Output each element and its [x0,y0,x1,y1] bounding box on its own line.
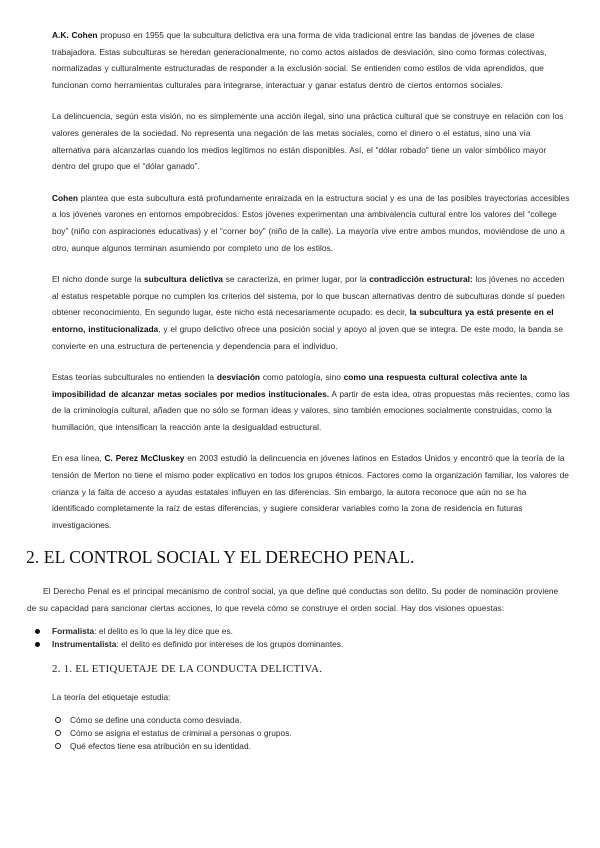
bullet-icon [35,642,40,647]
paragraph-text: En esa línea, [52,453,105,464]
paragraph-delinquency-vision [52,108,570,174]
bold-term: contradicción estructural: [369,274,473,285]
bold-term: desviación [216,372,261,383]
paragraph-text: El nicho donde surge la [52,274,145,285]
section-heading: 2. EL CONTROL SOCIAL Y EL DERECHO PENAL. [26,547,415,568]
labeling-list [70,714,570,753]
list-item [70,727,570,740]
bold-term: la subcultura ya está presente en el entorno, institucionalizada [52,307,554,334]
author-name: C. Perez McCluskey [104,453,185,464]
list-item-text: Cómo se asigna el estatus de criminal a personas o grupos. [70,728,292,739]
list-item-text: Qué efectos tiene esa atribución en su identidad. [70,741,251,752]
paragraph-subcultural-theories [52,369,570,435]
document-page [26,27,570,753]
section-intro: El Derecho Penal es el principal mecanismo de control social, ya que define qué conductas son delito. Su poder de nominación proviene de su capacidad para sancionar ciertas acciones, lo que revela cómo se construye el orden social. Hay dos visiones opuestas: [27,586,559,614]
paragraph-text: propuso en 1955 que la subcultura delictiva era una forma de vida tradicional entre las bandas de jóvenes de clase trabajadora. Estas subculturas se heredan generacionalmente, no como actos aislados de desviación, sino como formas colectivas, normalizadas y culturalmente estructuradas de responder a la exclusión social. Se entienden como estilos de vida aprendidos, que funcionan como herramientas culturales para integrarse, interactuar y ganar estatus dentro de ciertos entornos sociales. [52,30,547,90]
subsection-heading: 2. 1. EL ETIQUETAJE DE LA CONDUCTA DELICTIVA. [52,662,323,675]
subsection-intro: La teoría del etiquetaje estudia: [52,691,171,702]
list-item [70,714,570,727]
bold-term: subcultura delictiva [144,274,223,285]
list-item-text: : el delito es definido por intereses de los grupos dominantes. [116,638,344,649]
bullet-icon [35,629,40,634]
paragraph-text: Estas teorías subculturales no entienden la [52,372,217,383]
paragraph-niche [52,271,570,354]
list-item [70,740,570,753]
author-name: A.K. Cohen [52,30,98,40]
paragraph-cohen-structure [52,190,570,256]
bold-term: Instrumentalista [52,638,117,649]
paragraph-text: como patología, sino [260,372,344,383]
paragraph-text: en 2003 estudió la delincuencia en jóvenes latinos en Estados Unidos y encontró que la teoría de la tensión de Merton no tiene el mismo poder explicativo en todos los grupos étnicos. Factores como la organización familiar, los valores de crianza y la falta de acceso a ayudas estatales influyen en las diferencias. Sin embargo, la autora reconoce que aún no se ha identificado completamente la raíz de estas diferencias, y sugiere considerar variables como la zona de residencia en futuras investigaciones. [52,453,569,530]
paragraph-cohen-subculture [52,27,570,93]
bold-term: como una respuesta cultural colectiva ante la imposibilidad de alcanzar metas sociales por medios institucionales. [52,372,528,399]
paragraph-text: La delincuencia, según esta visión, no es simplemente una acción ilegal, sino una práctica cultural que se construye en relación con los valores generales de la sociedad. No representa una negación de las metas sociales, como el dinero o el estatus, sino una vía alternativa para alcanzarlas cuando los medios legítimos no están disponibles. Así, el “dólar robado” tiene un valor simbólico mayor dentro del grupo que el “dólar ganado”. [52,111,564,172]
paragraph-text: plantea que esta subcultura está profundamente enraizada en la estructura social y es una de las posibles trayectorias accesibles a los jóvenes varones en entornos empobrecidos. Estos jóvenes experimentan una ambivalencia cultural entre los valores del “college boy” (niño con aspiraciones educativas) y el “corner boy” (niño de la calle). La mayoría vive entre ambos mundos, moviéndose de uno a otro, aunque algunos terminan asumiendo por completo uno de los estilos. [52,192,570,253]
circle-bullet-icon [55,730,61,736]
author-name: Cohen [52,192,78,203]
paragraph-text: los jóvenes no acceden al estatus respetable porque no cumplen los criterios del sistema, por lo que buscan alternativas dentro de subculturas donde sí pueden obtener reconocimiento. En segundo lugar, este nicho está necesariamente ocupado: es decir, [52,274,565,318]
paragraph-text: A partir de esta idea, otras propuestas más recientes, como las de la criminología cultural, añaden que no sólo se forman ideas y valores, sino también emociones socialmente construidas, como la humillación, que intensifican la reacción ante la desigualdad estructural. [52,388,570,432]
bold-term: Formalista [52,625,95,636]
paragraph-text: , y el grupo delictivo ofrece una posición social y apoyo al joven que se integra. De este modo, la banda se convierte en una estructura de pertenencia y dependencia para el individuo. [52,323,563,351]
list-item-text: Cómo se define una conducta como desviada. [70,715,242,726]
list-item-text: : el delito es lo que la ley dice que es. [94,625,233,636]
list-item [52,638,570,651]
list-item [52,625,570,638]
circle-bullet-icon [55,743,61,749]
paragraph-mccluskey [52,450,570,533]
paragraph-text: se caracteriza, en primer lugar, por la [222,274,370,285]
visions-list [52,625,570,651]
circle-bullet-icon [55,717,61,723]
